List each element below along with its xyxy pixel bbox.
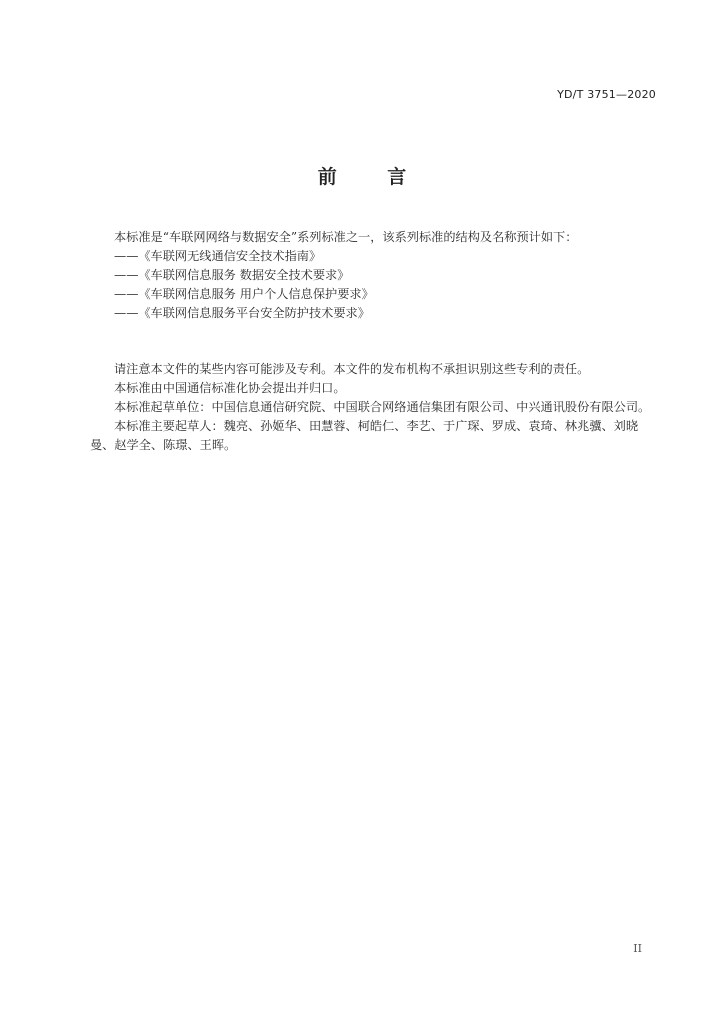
series-item: ——《车联网无线通信安全技术指南》 (114, 249, 322, 263)
series-item: ——《车联网信息服务 用户个人信息保护要求》 (114, 287, 374, 301)
series-item: ——《车联网信息服务 数据安全技术要求》 (114, 268, 350, 282)
intro-paragraph: 本标准是“车联网网络与数据安全”系列标准之一，该系列标准的结构及名称预计如下： (114, 230, 578, 244)
notes-section (90, 360, 660, 455)
series-item: ——《车联网信息服务平台安全防护技术要求》 (114, 306, 370, 320)
page-title: 前 言 (317, 166, 429, 188)
patent-notice: 请注意本文件的某些内容可能涉及专利。本文件的发布机构不承担识别这些专利的责任。 (114, 362, 590, 376)
proposer-statement: 本标准由中国通信标准化协会提出并归口。 (114, 381, 346, 395)
document-code: YD/T 3751—2020 (557, 88, 656, 101)
page-number: II (633, 942, 642, 955)
drafting-units: 本标准起草单位：中国信息通信研究院、中国联合网络通信集团有限公司、中兴通讯股份有限公司。 (114, 400, 651, 414)
drafters: 本标准主要起草人：魏亮、孙姬华、田慧蓉、柯皓仁、李艺、于广琛、罗成、袁琦、林兆骥、刘晓曼、赵学全、陈璟、王晖。 (90, 419, 639, 452)
intro-section (90, 228, 660, 323)
